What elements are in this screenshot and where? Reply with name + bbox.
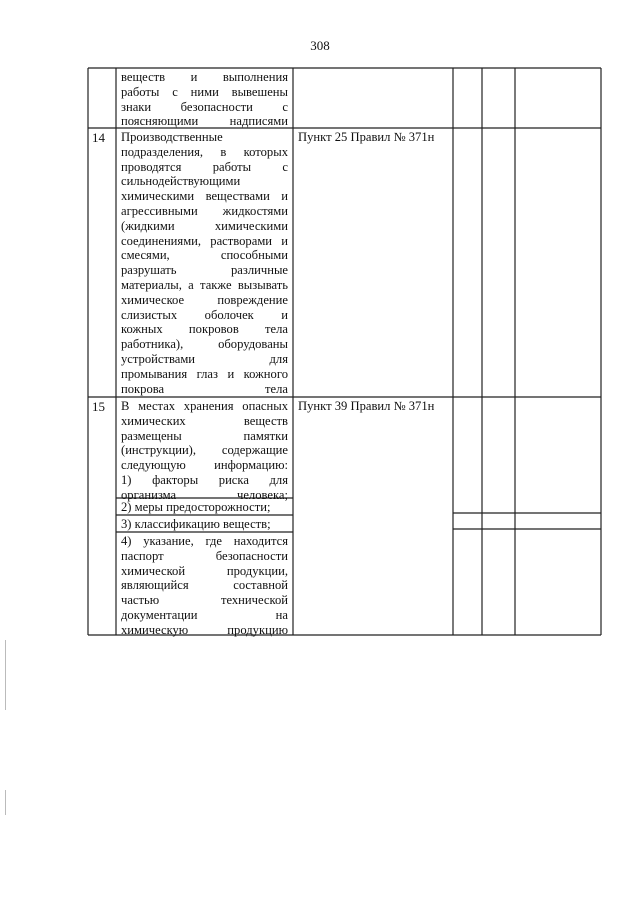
row-14-number: 14 [92, 130, 105, 145]
text-line: 3) классификацию веществ; [121, 517, 271, 531]
text-line: химическую продукцию [121, 622, 288, 637]
text-line: (инструкции), содержащие [121, 443, 288, 458]
text-line: 4) указание, где находится [121, 534, 288, 548]
row-15-number: 15 [92, 399, 105, 414]
text-line: химическое повреждение [121, 292, 288, 307]
text-line: сильнодействующими [121, 174, 241, 189]
text-line: устройствами для [121, 351, 288, 366]
text-line: размещены памятки [121, 428, 288, 443]
row-15-subitem-4 [121, 534, 288, 638]
text-line: подразделения, в которых [121, 144, 288, 159]
text-line: химической продукции, [121, 563, 288, 578]
text-line: Производственные [121, 130, 223, 144]
scan-edge-mark [5, 640, 6, 710]
text-line: слизистых оболочек и [121, 307, 288, 322]
text-line: (жидкими химическими [121, 218, 288, 233]
text-line: являющийся составной [121, 578, 288, 593]
page-number: 308 [310, 38, 330, 53]
text-line: соединениями, растворами и [121, 233, 288, 248]
row-15-subitem-2 [121, 500, 288, 515]
text-line: знаки безопасности с [121, 99, 288, 114]
text-line: работника), оборудованы [121, 337, 288, 352]
text-line: кожных покровов тела [121, 322, 288, 337]
row-15-reference: Пункт 39 Правил № 371н [298, 399, 435, 413]
text-line: агрессивными жидкостями [121, 203, 288, 218]
text-line: работы с ними вывешены [121, 84, 288, 99]
text-line: поясняющими надписями [121, 114, 288, 129]
text-line: следующую информацию: [121, 458, 288, 473]
text-line: паспорт безопасности [121, 548, 288, 563]
text-line: химическими веществами и [121, 189, 288, 204]
text-line: 2) меры предосторожности; [121, 500, 271, 514]
text-line: проводятся работы с [121, 159, 288, 174]
text-line: организма человека; [121, 487, 288, 502]
text-line: химических веществ [121, 413, 288, 428]
text-line: В местах хранения опасных [121, 399, 288, 413]
row-14-reference: Пункт 25 Правил № 371н [298, 130, 435, 144]
text-line: частью технической [121, 593, 288, 608]
row-0-text [121, 70, 288, 129]
scan-edge-mark [5, 790, 6, 815]
row-14-text [121, 130, 288, 396]
text-line: смесями, способными [121, 248, 288, 263]
text-line: разрушать различные [121, 263, 288, 278]
text-line: документации на [121, 607, 288, 622]
text-line: покрова тела [121, 381, 288, 396]
text-line: промывания глаз и кожного [121, 366, 288, 381]
row-15-text [121, 399, 288, 503]
row-15-subitem-3 [121, 517, 288, 532]
text-line: материалы, а также вызывать [121, 277, 288, 292]
text-line: 1) факторы риска для [121, 472, 288, 487]
text-line: веществ и выполнения [121, 70, 288, 84]
